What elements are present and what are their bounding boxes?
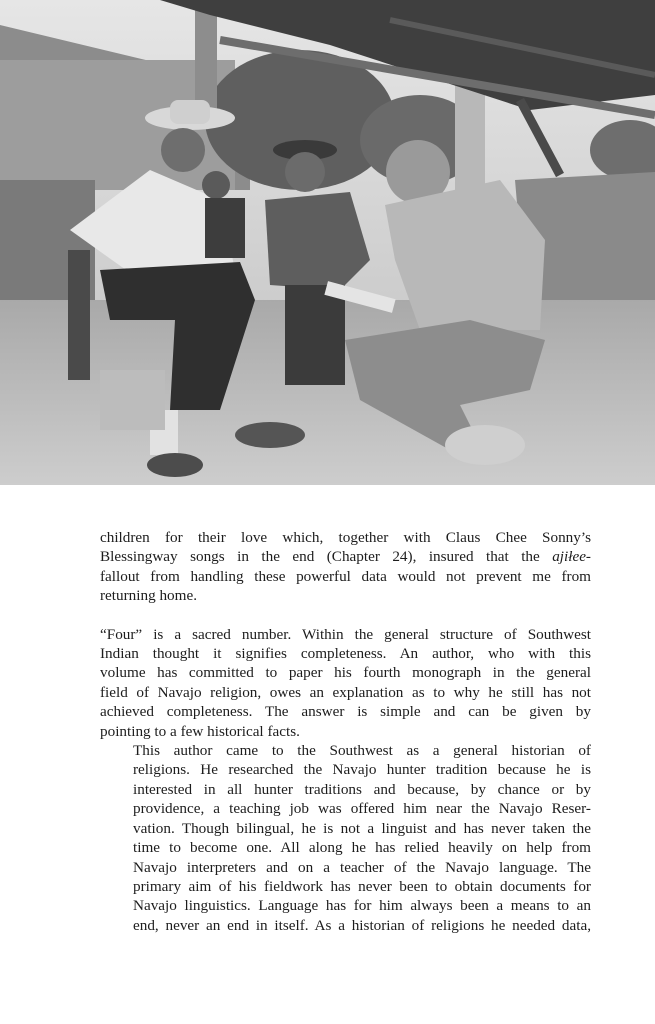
paragraph-2: [100, 625, 591, 741]
text-line: religions. He researched the Navajo hunter tradition because he is: [133, 761, 591, 779]
paragraph-1: [100, 528, 591, 606]
paragraph-3: [100, 741, 591, 935]
text-line: primary aim of his fieldwork has never been to obtain documents for: [133, 877, 591, 895]
text-line: end, never an end in itself. As a historian of religions he needed data,: [133, 916, 591, 934]
text-line: vation. Though bilingual, he is not a linguist and has never taken the: [133, 819, 591, 837]
text-line: returning home.: [100, 587, 198, 605]
photo-illustration: [0, 0, 655, 485]
text-line: volume has committed to paper his fourth monograph in the general: [100, 664, 591, 682]
text-line: “Four” is a sacred number. Within the general structure of Southwest: [100, 625, 591, 643]
text-line: pointing to a few historical facts.: [100, 722, 300, 740]
text-line: time to become one. All along he has relied heavily on help from: [133, 839, 591, 857]
text-line: achieved completeness. The answer is simple and can be given by: [100, 703, 591, 721]
text-line: field of Navajo religion, owes an explanation as to why he still has not: [100, 683, 591, 701]
text-line: [100, 547, 591, 566]
photograph: [0, 0, 655, 485]
text-line: Navajo linguistics. Language has for him always been a means to an: [133, 897, 591, 915]
text-line: Navajo interpreters and on a teacher of the Navajo language. The: [133, 858, 591, 876]
text-line: interested in all hunter traditions and because, by chance or by: [133, 780, 591, 798]
text-line: fallout from handling these powerful data would not prevent me from: [100, 567, 591, 585]
navajo-term: ajiłee-: [552, 548, 591, 566]
text-line: children for their love which, together with Claus Chee Sonny’s: [100, 529, 591, 546]
body-text: [100, 528, 591, 935]
text-line: This author came to the Southwest as a general historian of: [133, 742, 591, 760]
text-line-part: Blessingway songs in the end (Chapter 24), insured that the: [100, 548, 553, 566]
text-line: providence, a teaching job was offered him near the Navajo Reser-: [133, 800, 591, 818]
text-line: Indian thought it signifies completeness. An author, who with this: [100, 645, 591, 663]
